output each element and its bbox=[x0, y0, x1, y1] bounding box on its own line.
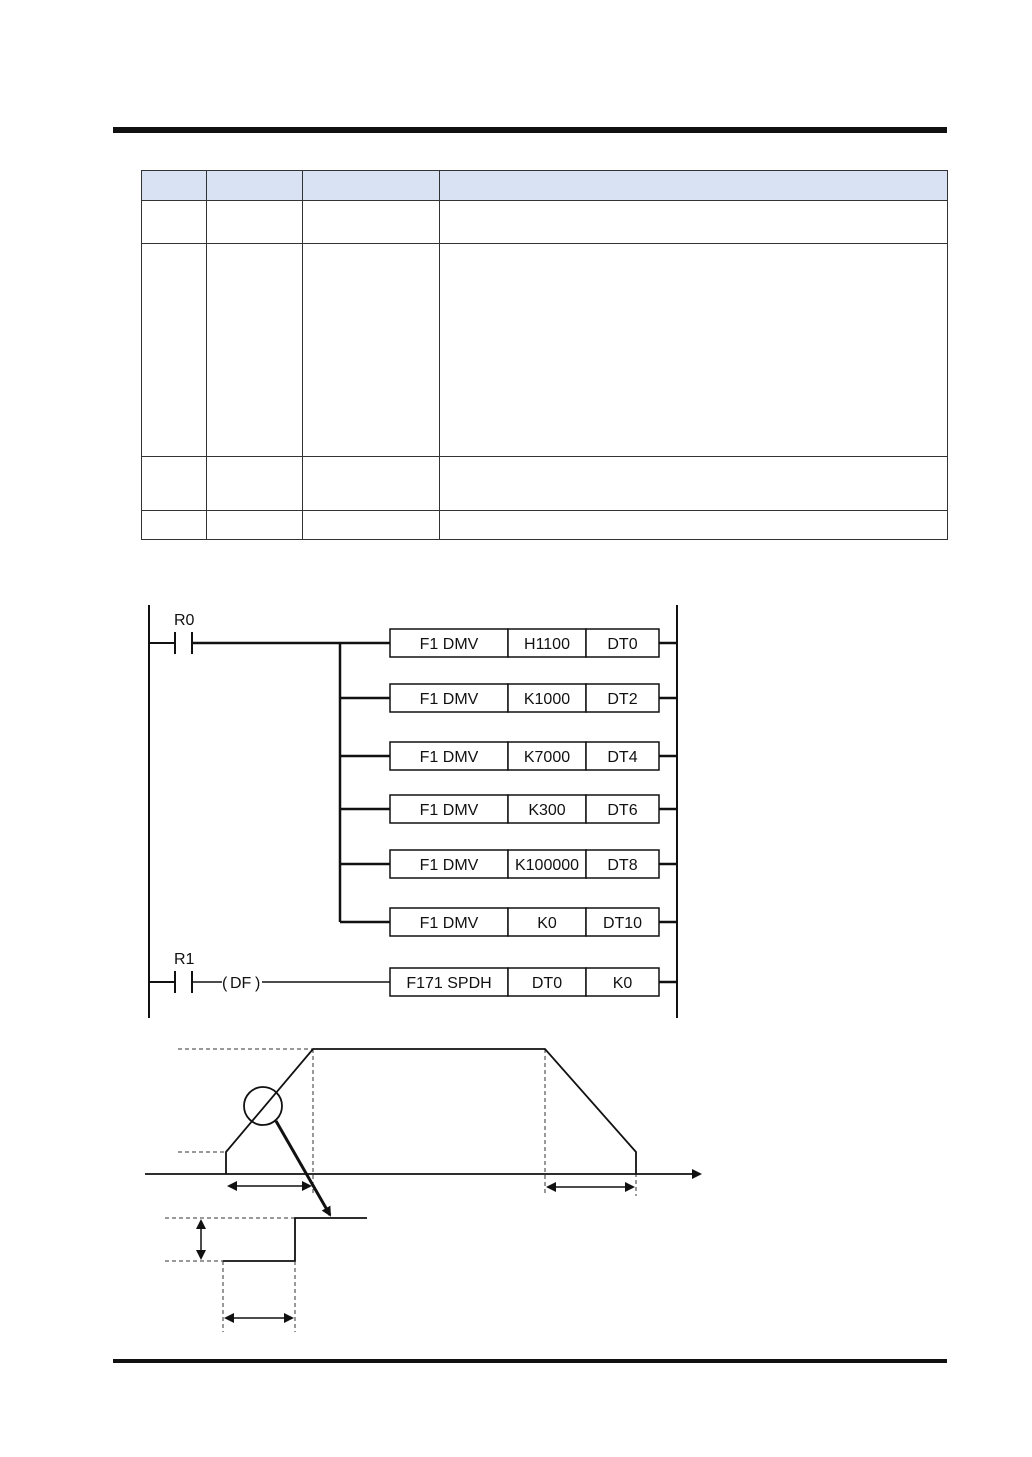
operand-cell: DT10 bbox=[602, 915, 643, 932]
instruction-rung bbox=[340, 684, 677, 712]
instruction-cell: F1 DMV bbox=[419, 636, 479, 653]
operand-cell: DT4 bbox=[607, 749, 638, 766]
instruction-cell: F1 DMV bbox=[419, 749, 479, 766]
footer-rule bbox=[113, 1359, 947, 1363]
detail-pointer-arrow bbox=[276, 1121, 330, 1215]
instruction-rung bbox=[340, 742, 677, 770]
operand-cell: H1100 bbox=[524, 636, 570, 653]
df-instruction bbox=[192, 975, 390, 992]
speed-curve bbox=[226, 1049, 636, 1174]
instruction-rung bbox=[340, 850, 677, 878]
instruction-cell: F1 DMV bbox=[419, 691, 479, 708]
instruction-rung bbox=[340, 908, 677, 936]
detail-circle bbox=[244, 1087, 282, 1125]
contact-label: R0 bbox=[174, 612, 195, 629]
svg-text:): ) bbox=[255, 975, 261, 992]
instruction-cell: F1 DMV bbox=[419, 857, 479, 874]
instruction-cell: F1 DMV bbox=[419, 802, 479, 819]
instruction-rung bbox=[390, 968, 677, 996]
operand-cell: DT8 bbox=[607, 857, 638, 874]
operand-cell: K100000 bbox=[514, 857, 580, 874]
operand-cell: DT2 bbox=[607, 691, 638, 708]
df-label: DF bbox=[230, 975, 252, 992]
contact-r0 bbox=[149, 612, 195, 654]
speed-profile bbox=[145, 1049, 700, 1332]
operand-cell: DT0 bbox=[607, 636, 638, 653]
operand-cell: DT0 bbox=[531, 975, 563, 992]
contact-r1 bbox=[149, 951, 195, 993]
operand-cell: K1000 bbox=[523, 691, 571, 708]
operand-cell: K0 bbox=[537, 915, 557, 932]
operand-cell: K0 bbox=[612, 975, 633, 992]
instruction-rung bbox=[340, 795, 677, 823]
operand-cell: K300 bbox=[528, 802, 566, 819]
svg-text:(: ( bbox=[222, 975, 228, 992]
operand-cell: DT6 bbox=[607, 802, 638, 819]
contact-label: R1 bbox=[174, 951, 195, 968]
instruction-rung bbox=[390, 629, 677, 657]
instruction-rungs bbox=[340, 629, 677, 996]
instruction-cell: F171 SPDH bbox=[406, 975, 492, 992]
step-curve bbox=[223, 1218, 367, 1261]
instruction-cell: F1 DMV bbox=[419, 915, 479, 932]
operand-cell: K7000 bbox=[523, 749, 571, 766]
